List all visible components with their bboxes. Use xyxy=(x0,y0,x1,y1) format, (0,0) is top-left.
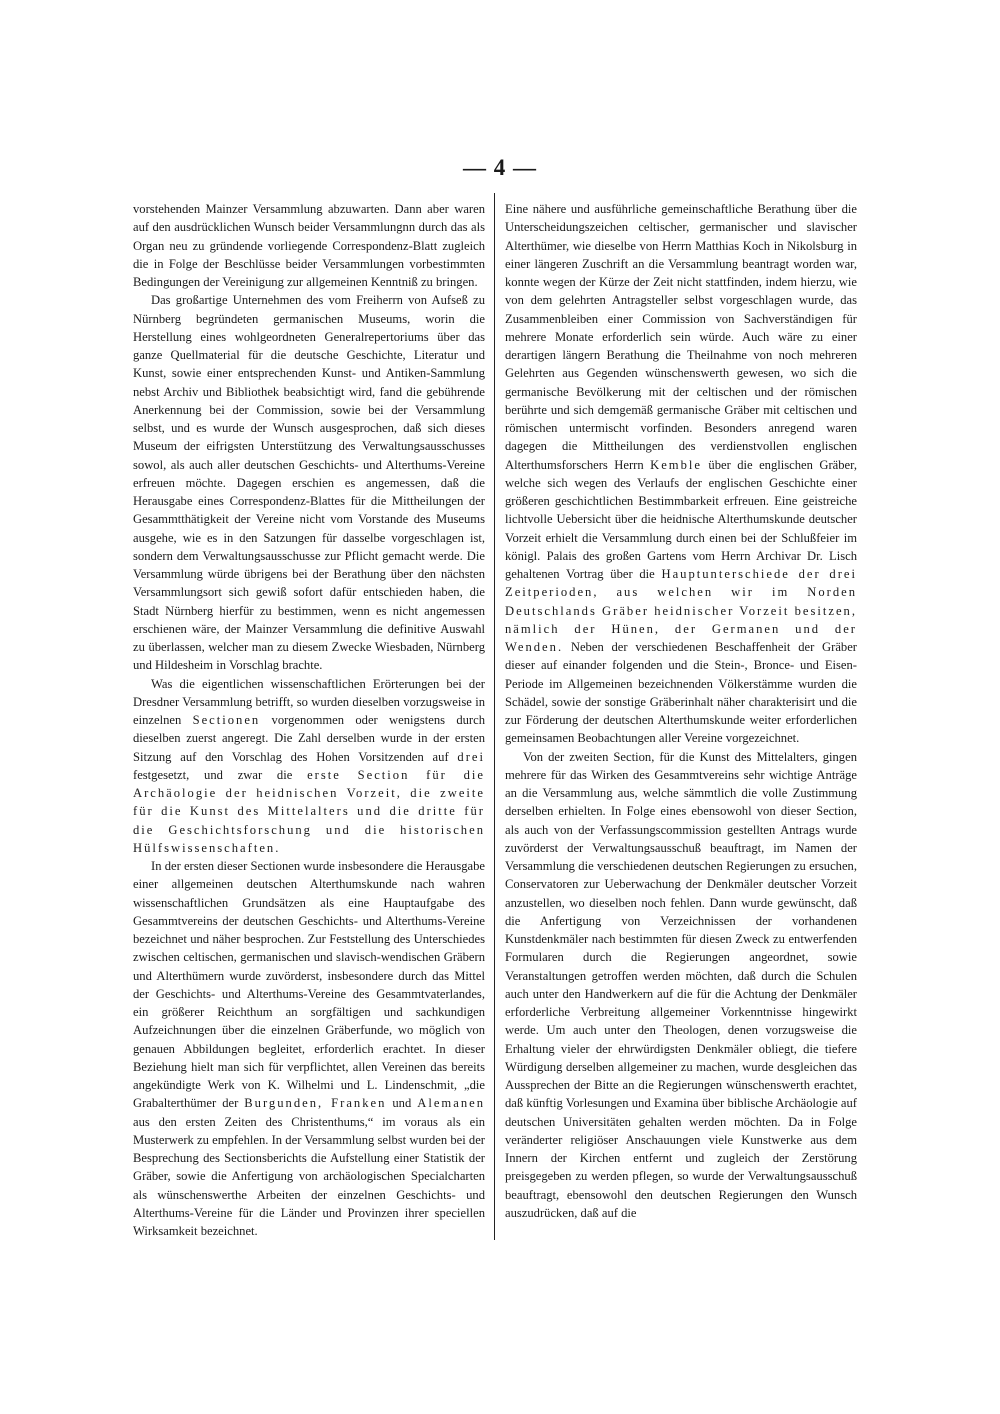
paragraph: Das großartige Unternehmen des vom Freiherrn von Aufseß zu Nürnberg begründeten germanischen Museums, worin die Herstellung eines wohlgeordneten Generalrepertoriums über das ganze Quellmaterial für die deutsche Geschichte, Literatur und Kunst, sowie einer entsprechenden Kunst- und Antiken-Sammlung nebst Archiv und Bibliothek beabsichtigt wird, fand die gebührende Anerkennung bei der Commission, sowie bei der Versammlung selbst, und es wurde der Wunsch ausgesprochen, daß sich dieses Museum der eifrigsten Unterstützung des Verwaltungsausschusses sowol, als auch aller deutschen Geschichts- und Alterthums-Vereine erfreuen möchte. Dagegen erschien es angemessen, daß die Herausgabe eines Correspondenz-Blattes für die Mittheilungen der Gesammtthätigkeit der Vereine nicht vom Vorstande des Museums ausgehe, wie es in den Satzungen für dasselbe vorgeschlagen ist, sondern dem Verwaltungsausschusse zur Pflicht gemacht werde. Die Versammlung würde übrigens bei der Berathung über den nächsten Versammlungsort sich gewiß sofort dafür entschieden haben, die Stadt Nürnberg hierfür zu bestimmen, wenn es nicht angemessen erschienen wäre, der Mainzer Versammlung die definitive Auswahl zu überlassen, welcher man zu diesem Zwecke Wiesbaden, Nürnberg und Hildesheim in Vorschlag brachte. xyxy=(133,293,485,673)
emphasis-text: Alemanen xyxy=(417,1096,486,1111)
emphasis-text: erste Section für die Archäologie der heidnischen Vorzeit, die zweite für die Kunst des Mittelalters und die dritte für die Geschichtsforschung und die historischen Hülfswissenschaften. xyxy=(133,767,485,855)
emphasis-text: drei xyxy=(457,749,485,764)
right-column xyxy=(505,200,857,1222)
emphasis-text: Kemble xyxy=(650,457,702,472)
text-run: aus den ersten Zeiten des Christenthums,“ im voraus als ein Musterwerk zu empfehlen. In der Versammlung selbst wurden bei der Besprechung des Sectionsberichts die Aufstellung einer Statistik der Gräber, sowie die Anfertigung von archäologischen Specialcharten als wünschenswerthe Arbeiten der einzelnen Geschichts- und Alterthums-Vereine für die Länder und Provinzen ihrer speciellen Wirksamkeit bezeichnet. xyxy=(133,1114,485,1238)
paragraph: Von der zweiten Section, für die Kunst des Mittelalters, gingen mehrere für das Wirken des Gesammtvereins sehr wichtige Anträge an die Versammlung aus, welche sämmtlich die volle Zustimmung derselben erhielten. In Folge eines ebensowohl von dieser Section, als auch von der Verfassungscommission gestellten Antrags wurde zuvörderst der Verwaltungsausschuß beauftragt, im Namen der Versammlung die verschiedenen deutschen Regierungen zu ersuchen, Conservatoren zur Ueberwachung der Denkmäler deutscher Vorzeit anzustellen, wo dieselben noch fehlen. Dann wurde gewünscht, daß die Anfertigung von Verzeichnissen der vorhandenen Kunstdenkmäler nach bestimmten für diesen Zweck zu entwerfenden Formularen durch die Regierungen angeordnet, sowie Veranstaltungen getroffen werden möchten, daß durch die Schulen auch unter den Handwerkern auf die für die Achtung der Denkmäler erforderliche Verbreitung allgemeiner Vorkenntnisse hingewirkt werde. Um auch unter den Theologen, denen vorzugsweise die Erhaltung vieler der ehrwürdigsten Denkmäler obliegt, die tiefere Würdigung derselben allgemeiner zu machen, wurde desgleichen das Aussprechen der Bitte an die Regierungen wünschenswerth erachtet, daß künftig Vorlesungen und Examina über biblische Archäologie auf deutschen Universitäten gehalten werden möchten. Da in Folge veränderter religiöser Anschauungen viele Kunstwerke aus dem Innern der Kirchen entfernt und zugleich der Zerstörung preisgegeben zu werden pflegen, so wurde der Verwaltungsausschuß beauftragt, ebensowohl den deutschen Regierungen den Wunsch auszudrücken, daß auf die xyxy=(505,749,857,1220)
text-run: und xyxy=(392,1096,412,1111)
paragraph xyxy=(133,857,485,1240)
paragraph: vorstehenden Mainzer Versammlung abzuwarten. Dann aber waren auf den ausdrücklichen Wunsch beider Versammlungnn durch das als Organ neu zu gründende vorliegende Correspondenz-Blatt zugleich die in Folge der Beschlüsse beider Versammlungen vorbestimmten Bedingungen der Vereinigung zur allgemeinen Kenntniß zu bringen. xyxy=(133,202,485,289)
emphasis-text: Hauptunterschiede der drei Zeitperioden, aus welchen wir im Norden Deutschlands Gräber heidnischer Vorzeit besitzen, nämlich der Hünen, der Germanen und der Wenden. xyxy=(505,567,857,654)
text-run: Was die eigentlichen wissenschaftlichen Erörterungen bei der Dresdner Versammlung betrifft, so wurden dieselben vorzugsweise in einzelnen xyxy=(133,676,485,727)
emphasis-text: Sectionen xyxy=(192,713,261,727)
paragraph xyxy=(133,675,485,858)
left-column xyxy=(133,200,485,1240)
page-number: — 4 — xyxy=(463,155,537,180)
emphasis-text: Burgunden, Franken xyxy=(244,1096,387,1111)
text-run: In der ersten dieser Sectionen wurde insbesondere die Herausgabe einer allgemeinen deutschen Alterthumskunde nach wahren wissenschaftlichen Grundsätzen als eine Hauptaufgabe des Gesammtvereins der deutschen Geschichts- und Alterthums-Vereine bezeichnet und näher besprochen. Zur Feststellung des Unterschiedes zwischen celtischen, germanischen und slavisch-wendischen Gräbern und Alterthümern wurde zuvörderst, insbesondere durch das Mittel der Geschichts- und Alterthums-Vereine des Gesammtvaterlandes, ein größerer Reichthum an sorgfältigen und sachkundigen Aufzeichnungen über die einzelnen Gräberfunde, wo möglich von genauen Abbildungen begleitet, erforderlich erachtet. In dieser Beziehung hielt man sich für verpflichtet, allen Vereinen das bereits angekündigte Werk von K. Wilhelmi und L. Lindenschmit, „die Grabalterthümer der xyxy=(133,859,485,1111)
text-run: über die englischen Gräber, welche sich wegen des Verlaufs der englischen Geschichte einer größeren geschichtlichen Bestimmbarkeit erfreuen. Eine geistreiche lichtvolle Uebersicht über die heidnische Alterthumskunde deutscher Vorzeit erhielt die Versammlung durch einen bei der Schlußfeier im königl. Palais des großen Gartens vom Herrn Archivar Dr. Lisch gehaltenen Vortrag über die xyxy=(505,457,857,581)
text-run: Eine nähere und ausführliche gemeinschaftliche Berathung über die Unterscheidungszeichen celtischer, germanischer und slavischer Alterthümer, wie dieselbe von Herrn Matthias Koch in Nikolsburg in einer längeren Zuschrift an die Versammlung beantragt worden war, konnte wegen der Kürze der Zeit nicht stattfinden, indem hierzu, wie von dem gelehrten Antragsteller selbst vorgeschlagen wurde, das Zusammenbleiben einer Commission von Sachverständigen für mehrere Monate erforderlich sein würde. Auch wäre zu einer derartigen längern Berathung die Theilnahme von noch mehreren Gelehrten aus Gegenden wünschenswerth gewesen, wo sich die germanische Bevölkerung mit der celtischen und der römischen berührte und sich demgemäß germanische Gräber mit celtischen und römischen untermischt vorfinden. Besonders anregend waren dagegen die Mittheilungen des verdienstvollen englischen Alterthumsforschers Herrn xyxy=(505,202,857,472)
paragraph xyxy=(505,200,857,748)
column-divider xyxy=(494,193,495,1240)
text-run: vorgenommen oder wenigstens durch dieselben zuerst angeregt. Die Zahl derselben wurde in der ersten Sitzung auf den Vorschlag des Hohen Vorsitzenden auf xyxy=(133,713,485,764)
text-run: festgesetzt, und zwar die xyxy=(133,767,293,782)
text-run: Neben der verschiedenen Beschaffenheit der Gräber dieser auf einander folgenden und die Stein-, Bronce- und Eisen-Periode im Allgemeinen bezeichnenden Völkerstämme wurden die Schädel, sowie der sonstige Gräberinhalt näher charakterisirt und die zur Förderung der deutschen Alterthumskunde weiter erforderlichen gemeinsamen Beobachtungen aller Vereine vorgezeichnet. xyxy=(505,640,857,746)
